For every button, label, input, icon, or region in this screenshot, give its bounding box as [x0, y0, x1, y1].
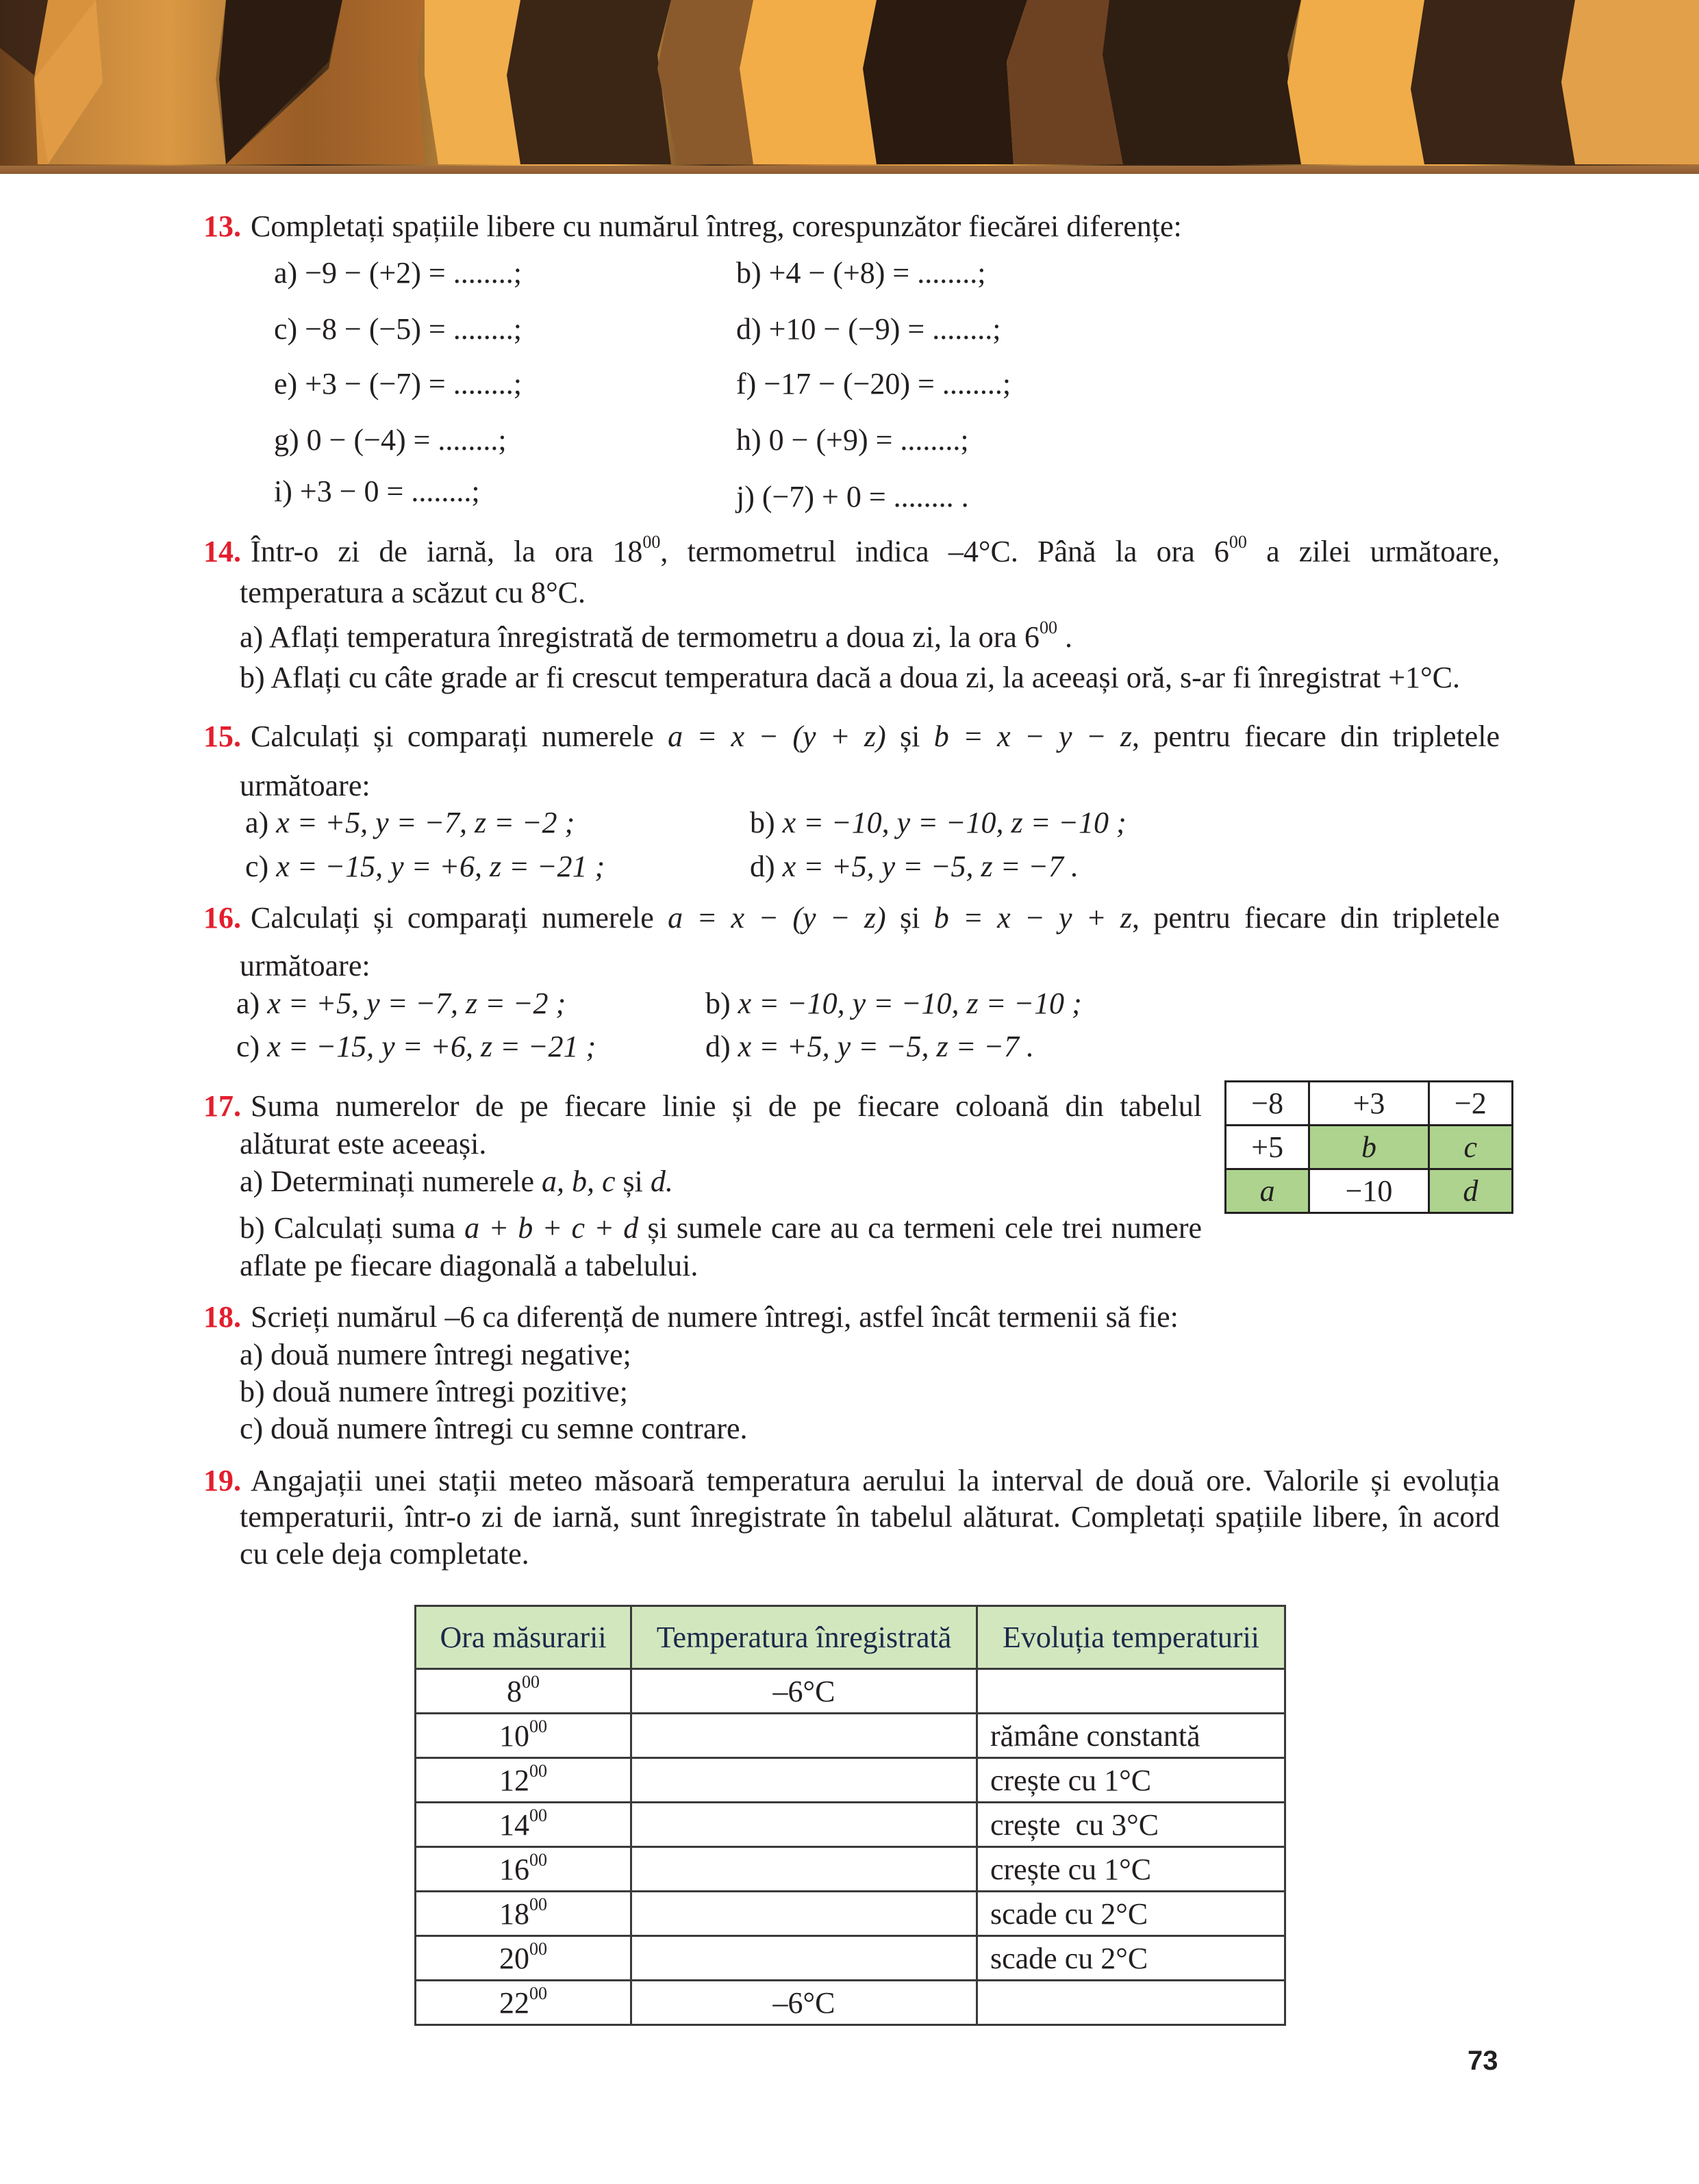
evolution-cell: crește cu 1°C — [977, 1758, 1285, 1803]
temperature-cell: –6°C — [631, 1981, 977, 2025]
hour-cell: $12^{00}$ — [416, 1758, 631, 1803]
header-divider-bar — [0, 166, 1699, 174]
exercise-number: 19. — [203, 1464, 241, 1497]
item-label: c) — [274, 312, 298, 346]
item-label: d) — [736, 312, 762, 346]
exercise-17-item-b — [240, 1210, 1202, 1247]
item-expression: x = +5, y = −7, z = −2 ; — [267, 987, 566, 1020]
column-header-evolution: Evoluția temperaturii — [977, 1606, 1285, 1669]
exercise-15-item-d — [750, 849, 1079, 885]
grid-cell: −2 — [1429, 1082, 1512, 1126]
hour-cell: $10^{00}$ — [416, 1714, 631, 1758]
text-part: Într-o zi de iarnă, la ora 18 — [251, 535, 643, 568]
column-header-hour: Ora măsurarii — [416, 1606, 631, 1669]
formula: b = x − y − z — [933, 720, 1133, 753]
hour-cell: $18^{00}$ — [416, 1892, 631, 1936]
item-expression: x = +5, y = −7, z = −2 ; — [276, 806, 575, 839]
exercise-14-line-1 — [203, 534, 1500, 570]
text-part: și — [900, 720, 920, 753]
exercise-15-line-2: următoare: — [240, 769, 370, 802]
exercise-14-line-2: temperatura a scăzut cu 8°C. — [240, 576, 586, 609]
table-row — [416, 1714, 1285, 1758]
formula: b = x − y + z — [933, 901, 1133, 935]
item-label: f) — [736, 367, 757, 401]
text-part: , pentru fiecare din tripletele — [1132, 720, 1500, 753]
evolution-cell: crește cu 3°C — [977, 1803, 1285, 1847]
text-part: , pentru fiecare din tripletele — [1132, 901, 1500, 935]
hour-cell: $14^{00}$ — [416, 1803, 631, 1847]
table-row — [416, 1803, 1285, 1847]
temperature-table — [414, 1605, 1286, 2026]
table-row — [416, 1936, 1285, 1981]
evolution-cell: rămâne constantă — [977, 1714, 1285, 1758]
text-part: Calculați și comparați numerele — [251, 720, 654, 753]
item-label: a) — [274, 256, 298, 290]
exercise-18-prompt — [203, 1299, 1179, 1336]
item-text: . — [1064, 620, 1072, 654]
hour-cell: $8^{00}$ — [416, 1669, 631, 1714]
text-part: și — [900, 901, 920, 935]
exercise-19-line-2 — [240, 1499, 1500, 1536]
item-expression: +3 − (−7) = ........; — [305, 367, 522, 401]
text-part: temperaturii, într-o zi de iarnă, sunt înregistrate în tabelul alăturat. Completați spațiile libere, în acord — [240, 1500, 1500, 1534]
formula: a + b + c + d — [464, 1211, 639, 1245]
exercise-13-item-e — [274, 366, 522, 403]
evolution-cell: scade cu 2°C — [977, 1936, 1285, 1981]
exercise-number: 13. — [203, 209, 241, 243]
superscript: 00 — [1039, 618, 1057, 637]
exercise-13-item-j — [736, 479, 969, 516]
grid-cell: +5 — [1226, 1126, 1309, 1169]
formula: a = x − (y + z) — [668, 720, 886, 753]
table-row — [416, 1669, 1285, 1714]
temperature-cell — [631, 1847, 977, 1892]
item-expression: x = −15, y = +6, z = −21 ; — [276, 850, 605, 883]
exercise-15-prompt — [203, 719, 1500, 755]
exercise-15-item-b — [750, 805, 1127, 841]
temperature-cell — [631, 1714, 977, 1758]
table-row — [416, 1758, 1285, 1803]
exercise-13-item-i — [274, 474, 480, 510]
exercise-14-item-b: b) Aflați cu câte grade ar fi crescut temperatura dacă a doua zi, la aceeași oră, s-ar fi înregistrat +1°C. — [240, 661, 1460, 694]
temperature-cell — [631, 1803, 977, 1847]
superscript: 00 — [642, 532, 661, 552]
exercise-16-line-2: următoare: — [240, 949, 370, 982]
item-label: b) — [750, 806, 775, 839]
item-expression: x = +5, y = −5, z = −7 . — [738, 1030, 1034, 1063]
item-expression: x = −15, y = +6, z = −21 ; — [267, 1030, 596, 1063]
exercise-17-line-last: aflate pe fiecare diagonală a tabelului. — [240, 1249, 699, 1282]
grid-cell: +3 — [1309, 1082, 1429, 1126]
hour-cell: $16^{00}$ — [416, 1847, 631, 1892]
item-expression: 0 − (−4) = ........; — [306, 423, 507, 457]
exercise-13-item-a — [274, 255, 522, 292]
temperature-cell — [631, 1892, 977, 1936]
exercise-text: Scrieți numărul –6 ca diferență de numere întregi, astfel încât termenii să fie: — [251, 1300, 1179, 1334]
exercise-16-item-a — [236, 986, 566, 1022]
exercise-16-prompt — [203, 900, 1500, 937]
formula: a = x − (y − z) — [668, 901, 886, 935]
item-text: a) Determinați numerele — [240, 1165, 535, 1198]
item-text: și sumele care au ca termeni cele trei numere — [647, 1211, 1202, 1245]
exercise-19-line-3: cu cele deja completate. — [240, 1537, 529, 1571]
evolution-cell — [977, 1669, 1285, 1714]
item-expression: x = −10, y = −10, z = −10 ; — [782, 806, 1127, 839]
table-row — [416, 1981, 1285, 2025]
exercise-13-prompt — [203, 209, 1182, 245]
item-expression: 0 − (+9) = ........; — [768, 423, 969, 457]
grid-cell-unknown: c — [1429, 1126, 1512, 1169]
item-label: c) — [236, 1030, 260, 1063]
variables: a, b, c — [542, 1165, 616, 1198]
table-row — [416, 1847, 1285, 1892]
text-part: a zilei următoare, — [1246, 535, 1500, 568]
grid-cell-unknown: d — [1429, 1169, 1512, 1213]
hour-cell: $20^{00}$ — [416, 1936, 631, 1981]
exercise-16-item-d — [705, 1029, 1034, 1065]
exercise-15-item-a — [245, 805, 575, 841]
variables: d. — [650, 1165, 673, 1198]
grid-cell: −8 — [1226, 1082, 1309, 1126]
text-part: Suma numerelor de pe fiecare linie și de pe fiecare coloană din tabelul — [251, 1089, 1202, 1123]
exercise-13-item-f — [736, 366, 1011, 403]
exercise-13-item-h — [736, 422, 969, 459]
evolution-cell — [977, 1981, 1285, 2025]
item-expression: +10 − (−9) = ........; — [768, 312, 1001, 346]
item-expression: (−7) + 0 = ........ . — [762, 480, 969, 513]
exercise-17-line-2: alăturat este aceeași. — [240, 1127, 487, 1160]
item-expression: x = +5, y = −5, z = −7 . — [782, 850, 1079, 883]
table-header-row — [416, 1606, 1285, 1669]
item-expression: x = −10, y = −10, z = −10 ; — [738, 987, 1082, 1020]
exercise-13-item-g — [274, 422, 507, 459]
item-label: b) — [705, 987, 731, 1020]
item-label: d) — [705, 1030, 731, 1063]
exercise-number: 16. — [203, 901, 241, 935]
text-part: , termometrul indica –4°C. Până la ora 6 — [660, 535, 1229, 568]
item-label: i) — [274, 474, 292, 508]
exercise-number: 17. — [203, 1089, 241, 1123]
magic-square-table — [1224, 1080, 1513, 1214]
exercise-14-prompt — [203, 534, 1500, 570]
item-text: b) Calculați suma — [240, 1211, 455, 1245]
grid-cell-unknown: a — [1226, 1169, 1309, 1213]
evolution-cell: crește cu 1°C — [977, 1847, 1285, 1892]
item-label: d) — [750, 850, 775, 883]
exercise-18-item-a: a) două numere întregi negative; — [240, 1338, 631, 1371]
exercise-text: Completați spațiile libere cu numărul întreg, corespunzător fiecărei diferențe: — [251, 209, 1182, 243]
item-text: a) Aflați temperatura înregistrată de termometru a doua zi, la ora 6 — [240, 620, 1040, 654]
text-part: Calculați și comparați numerele — [251, 901, 654, 935]
superscript: 00 — [1229, 532, 1247, 552]
exercise-17-item-a — [240, 1164, 673, 1200]
item-label: h) — [736, 423, 762, 457]
item-label: b) — [736, 256, 762, 290]
item-expression: +3 − 0 = ........; — [299, 474, 480, 508]
exercise-18-item-c: c) două numere întregi cu semne contrare. — [240, 1412, 748, 1445]
item-label: c) — [245, 850, 269, 883]
golden-blocks-decoration-icon — [0, 0, 1699, 166]
text-part: Angajații unei stații meteo măsoară temperatura aerului la interval de două ore. Valorile și evoluția — [251, 1464, 1500, 1497]
exercise-16-item-c — [236, 1029, 596, 1065]
item-expression: −17 − (−20) = ........; — [764, 367, 1011, 401]
exercise-15-item-c — [245, 849, 605, 885]
exercise-13-item-b — [736, 255, 985, 292]
grid-cell-unknown: b — [1309, 1126, 1429, 1169]
page-number: 73 — [1468, 2046, 1498, 2076]
exercise-13-item-d — [736, 312, 1000, 348]
item-label: a) — [245, 806, 269, 839]
temperature-cell: –6°C — [631, 1669, 977, 1714]
header-banner-image — [0, 0, 1699, 166]
temperature-cell — [631, 1936, 977, 1981]
temperature-cell — [631, 1758, 977, 1803]
exercise-14-item-a — [240, 620, 1072, 656]
grid-cell: −10 — [1309, 1169, 1429, 1213]
item-label: g) — [274, 423, 299, 457]
exercise-17-prompt — [203, 1089, 1202, 1125]
exercise-19-prompt — [203, 1463, 1500, 1499]
item-expression: −8 − (−5) = ........; — [305, 312, 522, 346]
column-header-temperature: Temperatura înregistrată — [631, 1606, 977, 1669]
exercise-16-item-b — [705, 986, 1082, 1022]
exercise-13-item-c — [274, 312, 522, 348]
item-label: j) — [736, 480, 755, 513]
exercise-number: 15. — [203, 720, 241, 753]
item-text: și — [622, 1165, 643, 1198]
exercise-18-item-b: b) două numere întregi pozitive; — [240, 1375, 628, 1408]
item-label: a) — [236, 987, 260, 1020]
item-expression: +4 − (+8) = ........; — [768, 256, 986, 290]
exercise-number: 18. — [203, 1300, 241, 1334]
exercise-number: 14. — [203, 535, 241, 568]
table-row — [416, 1892, 1285, 1936]
hour-cell: $22^{00}$ — [416, 1981, 631, 2025]
item-expression: −9 − (+2) = ........; — [305, 256, 522, 290]
item-label: e) — [274, 367, 298, 401]
evolution-cell: scade cu 2°C — [977, 1892, 1285, 1936]
